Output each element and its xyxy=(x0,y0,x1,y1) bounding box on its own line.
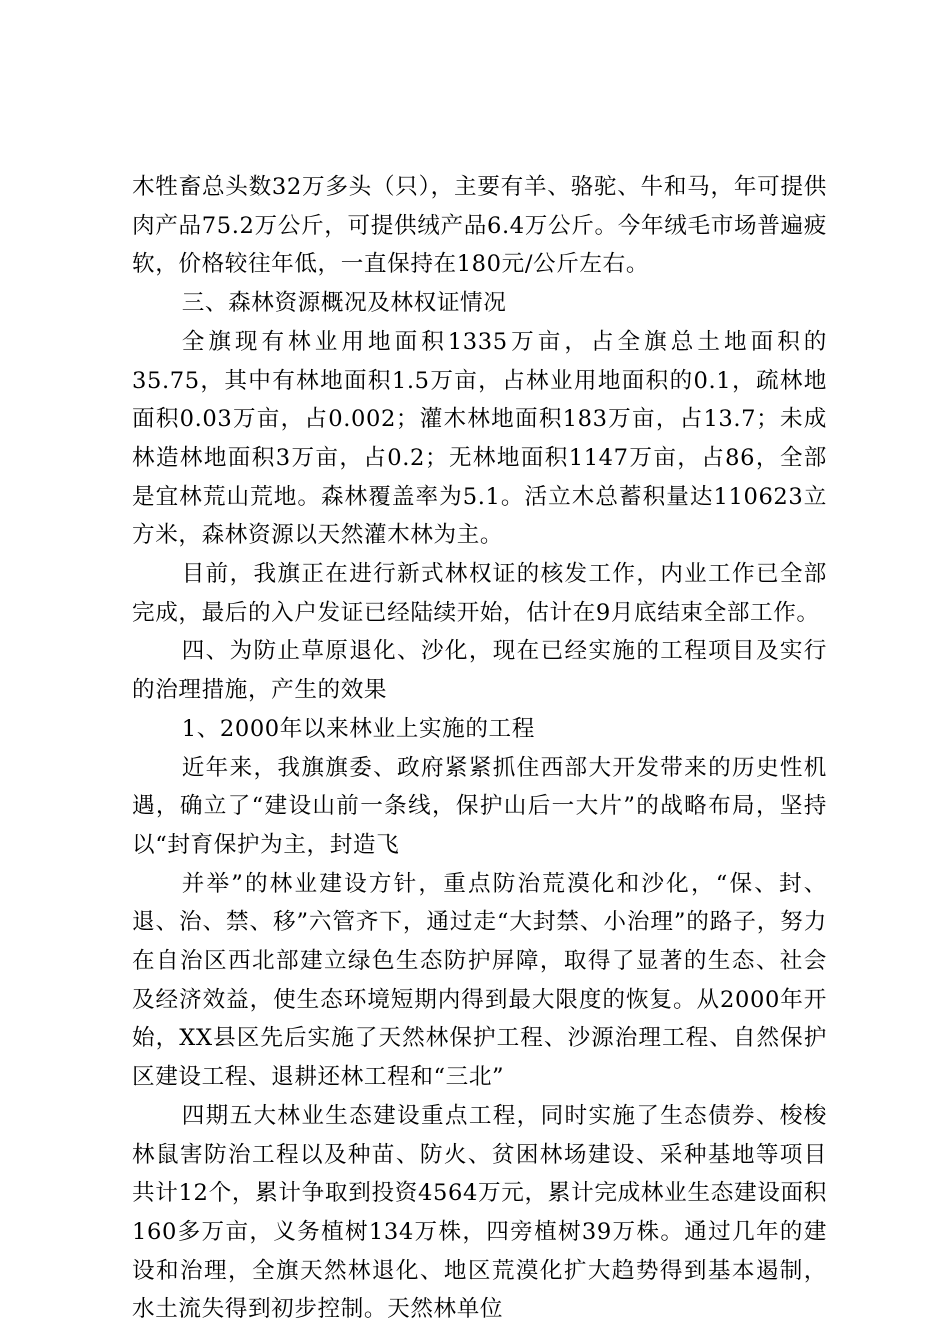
subheading-forestry-projects: 1、2000年以来林业上实施的工程 xyxy=(181,715,535,742)
paragraph-construction-policy: 并举”的林业建设方针，重点防治荒漠化和沙化，“保、封、退、治、禁、移”六管齐下，通过走“大封禁、小治理”的路子，努力在自治区西北部建立绿色生态防护屏障，取得了显著的生态、社会及经济效益，使生态环境短期内得到最大限度的恢复。从2000年开始，XX县区先后实施了天然林保护工程、沙源治理工程、自然保护区建设工程、退耕还林工程和“三北” xyxy=(132,870,827,1091)
paragraph-livestock: 木牲畜总头数32万多头（只），主要有羊、骆驼、牛和马，年可提供肉产品75.2万公斤，可提供绒产品6.4万公斤。今年绒毛市场普遍疲软，价格较往年低，一直保持在180元/公斤左右。 xyxy=(132,174,827,278)
document-body xyxy=(132,168,827,1329)
section-heading-projects: 四、为防止草原退化、沙化，现在已经实施的工程项目及实行的治理措施，产生的效果 xyxy=(132,638,827,704)
paragraph-forest-certificate: 目前，我旗正在进行新式林权证的核发工作，内业工作已全部完成，最后的入户发证已经陆续开始，估计在9月底结束全部工作。 xyxy=(132,561,827,626)
paragraph-strategy: 近年来，我旗旗委、政府紧紧抓住西部大开发带来的历史性机遇，确立了“建设山前一条线，保护山后一大片”的战略布局，坚持以“封育保护为主，封造飞 xyxy=(132,754,827,858)
paragraph-forest-area: 全旗现有林业用地面积1335万亩，占全旗总土地面积的35.75，其中有林地面积1.5万亩，占林业用地面积的0.1，疏林地面积0.03万亩，占0.002；灌木林地面积183万亩，占13.7；未成林造林地面积3万亩，占0.2；无林地面积1147万亩，占86，全部是宜林荒山荒地。森林覆盖率为5.1。活立木总蓄积量达110623立方米，森林资源以天然灌木林为主。 xyxy=(132,328,827,549)
paragraph-ecological-projects: 四期五大林业生态建设重点工程，同时实施了生态债券、梭梭林鼠害防治工程以及种苗、防火、贫困林场建设、采种基地等项目共计12个，累计争取到投资4564万元，累计完成林业生态建设面积160多万亩，义务植树134万株，四旁植树39万株。通过几年的建设和治理，全旗天然林退化、地区荒漠化扩大趋势得到基本遏制，水土流失得到初步控制。天然林单位 xyxy=(132,1102,827,1323)
section-heading-forest-resources: 三、森林资源概况及林权证情况 xyxy=(181,290,507,317)
